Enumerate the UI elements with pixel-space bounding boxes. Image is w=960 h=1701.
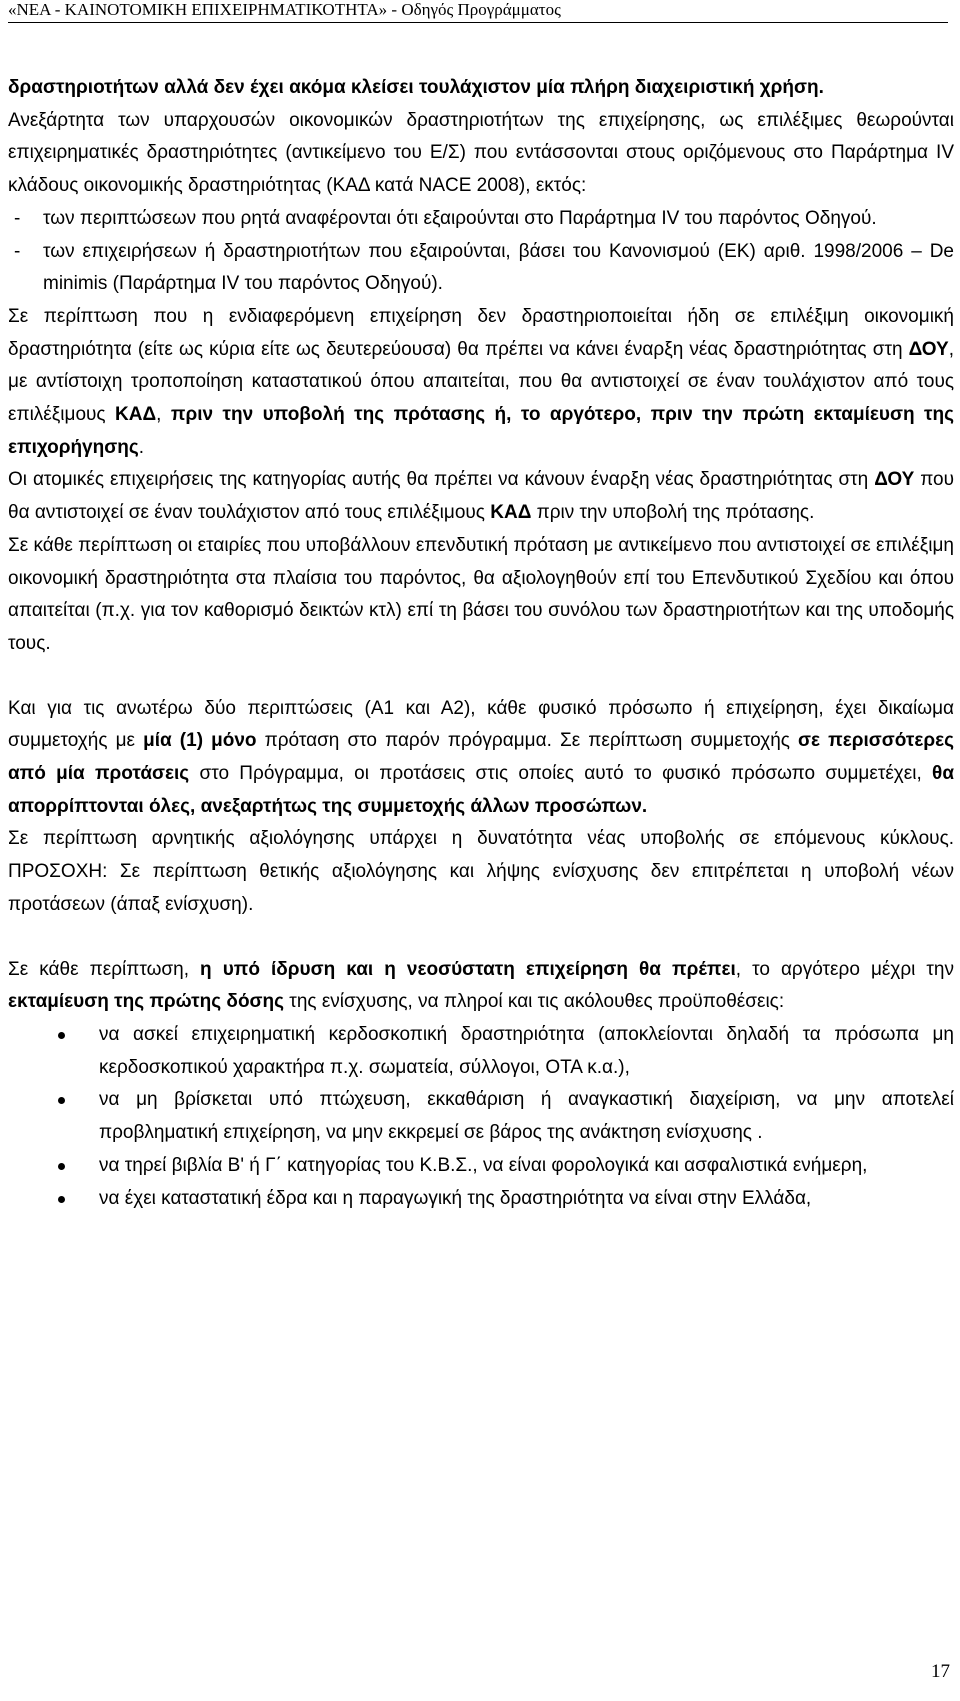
paragraph-7: Σε περίπτωση αρνητικής αξιολόγησης υπάρχει η δυνατότητα νέας υποβολής σε επόμενους κύκλους. ΠΡΟΣΟΧΗ: Σε περίπτωση θετικής αξιολόγησης και λήψης ενίσχυσης δεν επιτρέπεται η υποβολή νέων προτάσεων (άπαξ ενίσχυση). [8, 828, 954, 915]
bullet-icon [58, 1196, 65, 1203]
dash-list-item [8, 236, 954, 301]
page-header [8, 0, 948, 23]
dash-list-item [8, 203, 954, 236]
paragraph-2: Ανεξάρτητα των υπαρχουσών οικονομικών δραστηριοτήτων της επιχείρησης, ως επιλέξιμες θεωρούνται επιχειρηματικές δραστηριότητες (αντικείμενο του Ε/Σ) που εντάσσονται στους οριζόμενους στο Παράρτημα IV κλάδους οικονομικής δραστηριότητας (ΚΑΔ κατά NACE 2008), εκτός: [8, 109, 954, 197]
dash-item-text: των περιπτώσεων που ρητά αναφέρονται ότι εξαιρούνται στο Παράρτημα IV του παρόντος Οδηγού. [43, 207, 877, 229]
paragraph-gap [8, 661, 954, 693]
bullet-icon [58, 1097, 65, 1104]
paragraph-6: Και για τις ανωτέρω δύο περιπτώσεις (Α1 και Α2), κάθε φυσικό πρόσωπο ή επιχείρηση, έχει δικαίωμα συμμετοχής με μία (1) μόνο πρόταση στο παρόν πρόγραμμα. Σε περίπτωση συμμετοχής σε περισσότερες από μία προτάσεις στο Πρόγραμμα, οι προτάσεις στις οποίες αυτό το φυσικό πρόσωπο συμμετέχει, θα απορρίπτονται όλες, ανεξαρτήτως της συμμετοχής άλλων προσώπων. [8, 697, 954, 817]
list-item: να τηρεί βιβλία Β' ή Γ΄ κατηγορίας του Κ.Β.Σ., να είναι φορολογικά και ασφαλιστικά ενήμερη, [8, 1150, 954, 1183]
paragraph-gap [8, 922, 954, 954]
paragraph-3: Σε περίπτωση που η ενδιαφερόμενη επιχείρηση δεν δραστηριοποιείται ήδη σε επιλέξιμη οικονομική δραστηριότητα (είτε ως κύρια είτε ως δευτερεύουσα) θα πρέπει να κάνει έναρξη νέας δραστηριότητας στη ΔΟΥ, με αντίστοιχη τροποποίηση καταστατικού όπου απαιτείται, που θα αντιστοιχεί σε έναν τουλάχιστον από τους επιλέξιμους ΚΑΔ, πριν την υποβολή της πρότασης ή, το αργότερο, πριν την πρώτη εκταμίευση της επιχορήγησης. [8, 305, 954, 458]
dash-item-text: των επιχειρήσεων ή δραστηριοτήτων που εξαιρούνται, βάσει του Κανονισμού (ΕΚ) αριθ. 1998/2006 – De minimis (Παράρτημα IV του παρόντος Οδηγού). [43, 240, 954, 295]
paragraph-5: Σε κάθε περίπτωση οι εταιρίες που υποβάλλουν επενδυτική πρόταση με αντικείμενο που αντιστοιχεί σε επιλέξιμη οικονομική δραστηριότητα στα πλαίσια του παρόντος, θα αξιολογηθούν επί του Επενδυτικού Σχεδίου και όπου απαιτείται (π.χ. για τον καθορισμό δεικτών κτλ) επί τη βάσει του συνόλου των δραστηριοτήτων και της υποδομής τους. [8, 534, 954, 654]
document-title: «ΝΕΑ - ΚΑΙΝΟΤΟΜΙΚΗ ΕΠΙΧΕΙΡΗΜΑΤΙΚΟΤΗΤΑ» - Οδηγός Προγράμματος [8, 0, 561, 19]
list-item: να έχει καταστατική έδρα και η παραγωγική της δραστηριότητα να είναι στην Ελλάδα, [8, 1183, 954, 1216]
document-body [8, 72, 954, 1215]
requirements-list [8, 1019, 954, 1215]
dash-marker: - [14, 240, 21, 262]
paragraph-8: Σε κάθε περίπτωση, η υπό ίδρυση και η νεοσύστατη επιχείρηση θα πρέπει, το αργότερο μέχρι την εκταμίευση της πρώτης δόσης της ενίσχυσης, να πληροί και τις ακόλουθες προϋποθέσεις: [8, 958, 954, 1013]
dash-marker: - [14, 207, 21, 229]
list-item: να μη βρίσκεται υπό πτώχευση, εκκαθάριση ή αναγκαστική διαχείριση, να μην αποτελεί προβληματική επιχείρηση, να μην εκκρεμεί σε βάρος της ανάκτηση ενίσχυσης . [8, 1084, 954, 1149]
bullet-icon [58, 1163, 65, 1170]
paragraph-1: δραστηριοτήτων αλλά δεν έχει ακόμα κλείσει τουλάχιστον μία πλήρη διαχειριστική χρήση. [8, 77, 824, 98]
page-number: 17 [931, 1661, 950, 1682]
list-item: να ασκεί επιχειρηματική κερδοσκοπική δραστηριότητα (αποκλείονται δηλαδή τα πρόσωπα μη κερδοσκοπικού χαρακτήρα π.χ. σωματεία, σύλλογοι, ΟΤΑ κ.α.), [8, 1019, 954, 1084]
paragraph-4: Οι ατομικές επιχειρήσεις της κατηγορίας αυτής θα πρέπει να κάνουν έναρξη νέας δραστηριότητας στη ΔΟΥ που θα αντιστοιχεί σε έναν τουλάχιστον από τους επιλέξιμους ΚΑΔ πριν την υποβολή της πρότασης. [8, 469, 955, 524]
bullet-icon [58, 1032, 65, 1039]
